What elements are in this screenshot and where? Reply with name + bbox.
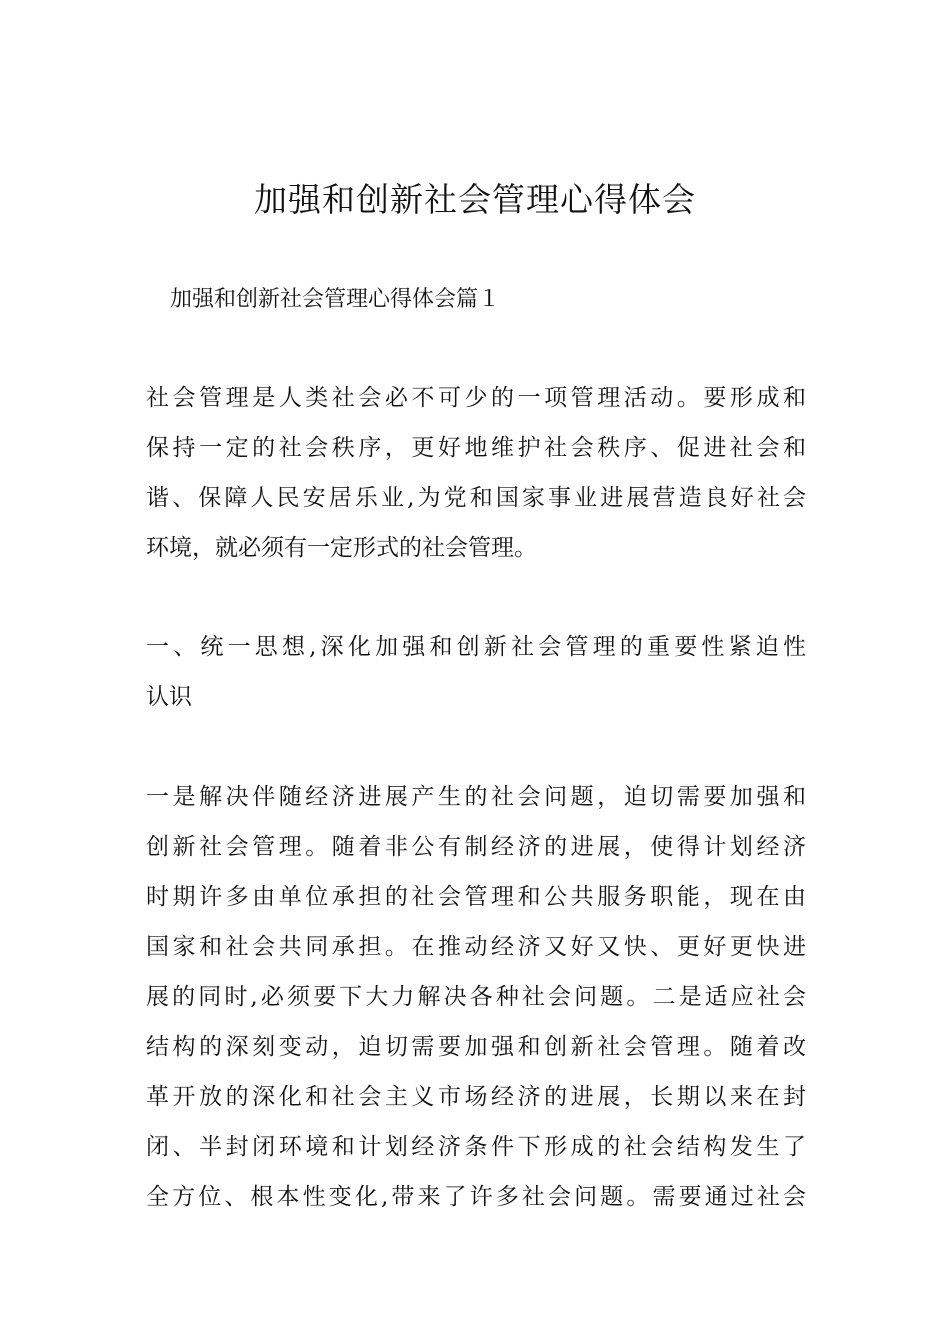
paragraph-line: 社会管理是人类社会必不可少的一项管理活动。要形成和 xyxy=(146,385,806,411)
paragraph-line: 认识 xyxy=(146,684,192,710)
paragraph-line: 一、统一思想,深化加强和创新社会管理的重要性紧迫性 xyxy=(146,634,806,660)
section-heading xyxy=(146,622,806,722)
paragraph-body xyxy=(146,772,806,1222)
paragraph-line: 闭、半封闭环境和计划经济条件下形成的社会结构发生了 xyxy=(146,1134,806,1160)
paragraph-line: 保持一定的社会秩序，更好地维护社会秩序、促进社会和 xyxy=(146,435,806,461)
paragraph-line: 结构的深刻变动，迫切需要加强和创新社会管理。随着改 xyxy=(146,1034,806,1060)
paragraph-line: 展的同时,必须要下大力解决各种社会问题。二是适应社会 xyxy=(146,984,806,1010)
paragraph-line: 全方位、根本性变化,带来了许多社会问题。需要通过社会 xyxy=(146,1184,806,1210)
document-title: 加强和创新社会管理心得体会 xyxy=(254,180,696,219)
paragraph-line: 一是解决伴随经济进展产生的社会问题，迫切需要加强和 xyxy=(146,784,806,810)
paragraph-intro xyxy=(146,373,806,573)
paragraph-line: 环境，就必须有一定形式的社会管理。 xyxy=(146,535,537,561)
paragraph-line: 国家和社会共同承担。在推动经济又好又快、更好更快进 xyxy=(146,934,806,960)
document-subtitle: 加强和创新社会管理心得体会篇１ xyxy=(170,287,501,312)
paragraph-line: 革开放的深化和社会主义市场经济的进展，长期以来在封 xyxy=(146,1084,806,1110)
paragraph-line: 谐、保障人民安居乐业,为党和国家事业进展营造良好社会 xyxy=(146,485,806,511)
paragraph-line: 创新社会管理。随着非公有制经济的进展，使得计划经济 xyxy=(146,834,806,860)
paragraph-line: 时期许多由单位承担的社会管理和公共服务职能，现在由 xyxy=(146,884,806,910)
